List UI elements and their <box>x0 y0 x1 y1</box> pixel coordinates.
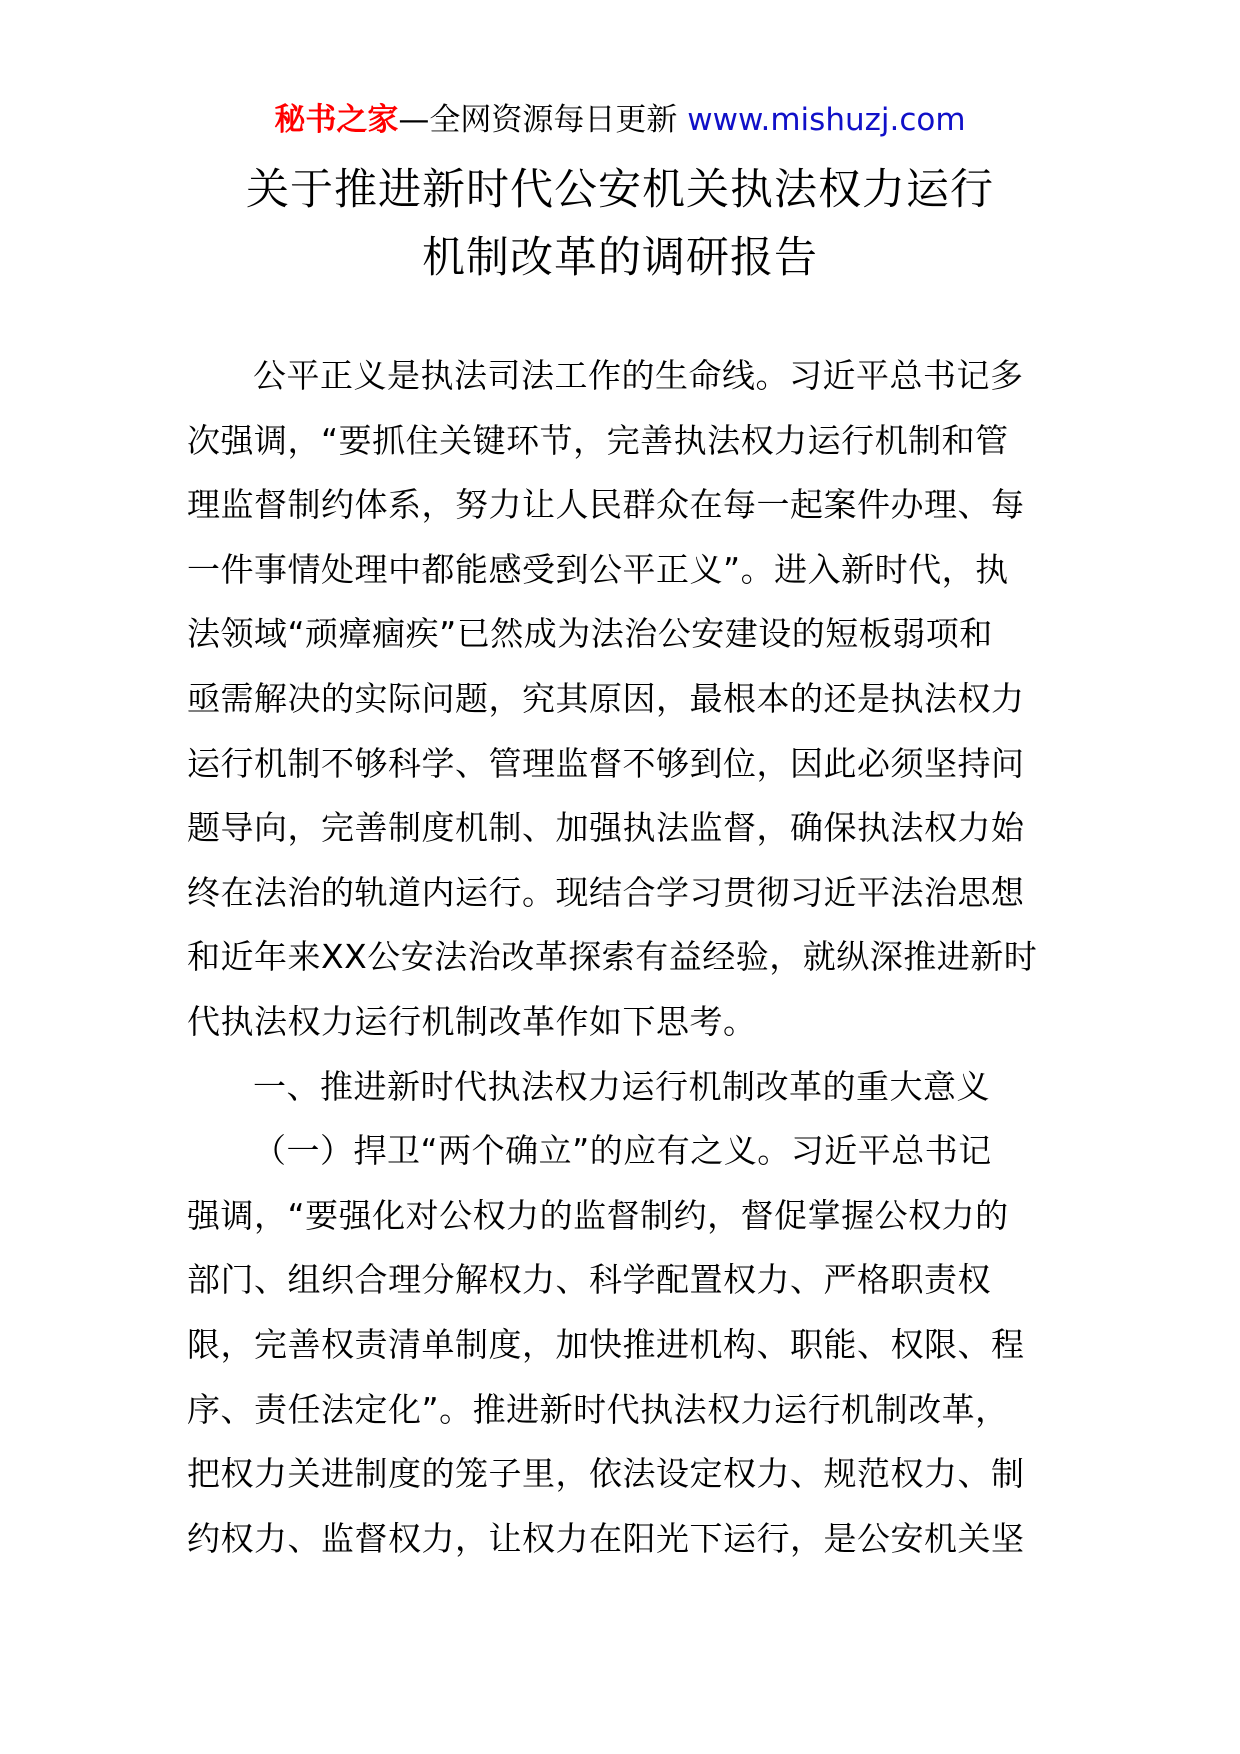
paragraph-line: 法领域“顽瘴痼疾”已然成为法治公安建设的短板弱项和 <box>187 614 993 654</box>
paragraph-line: 终在法治的轨道内运行。现结合学习贯彻习近平法治思想 <box>187 872 1025 912</box>
document-title-line-2: 机制改革的调研报告 <box>422 233 818 283</box>
paragraph-line: 限，完善权责清单制度，加快推进机构、职能、权限、程 <box>187 1324 1025 1364</box>
paragraph-line: 序、责任法定化”。推进新时代执法权力运行机制改革， <box>187 1389 1009 1429</box>
section-heading: 一、推进新时代执法权力运行机制改革的重大意义 <box>253 1066 990 1106</box>
paragraph-line: （一）捍卫“两个确立”的应有之义。习近平总书记 <box>253 1131 992 1171</box>
header-banner <box>0 98 1240 142</box>
document-body <box>187 356 1057 1583</box>
paragraph-line: 次强调，“要抓住关键环节，完善执法权力运行机制和管 <box>187 420 1009 460</box>
paragraph-line: 约权力、监督权力，让权力在阳光下运行，是公安机关坚 <box>187 1518 1025 1558</box>
paragraph-line: 运行机制不够科学、管理监督不够到位，因此必须坚持问 <box>187 743 1025 783</box>
paragraph-line: 和近年来XX公安法治改革探索有益经验，就纵深推进新时 <box>187 937 1038 977</box>
paragraph-line: 亟需解决的实际问题，究其原因，最根本的还是执法权力 <box>187 678 1025 718</box>
brand-name: 秘书之家 <box>274 102 399 138</box>
site-url[interactable]: www.mishuzj.com <box>687 102 966 138</box>
paragraph-line: 题导向，完善制度机制、加强执法监督，确保执法权力始 <box>187 808 1025 848</box>
paragraph-line: 一件事情处理中都能感受到公平正义”。进入新时代，执 <box>187 549 1009 589</box>
paragraph-line: 公平正义是执法司法工作的生命线。习近平总书记多 <box>253 356 1024 395</box>
paragraph-line: 把权力关进制度的笼子里，依法设定权力、规范权力、制 <box>187 1454 1025 1494</box>
paragraph-line: 部门、组织合理分解权力、科学配置权力、严格职责权 <box>187 1260 991 1300</box>
paragraph-line: 代执法权力运行机制改革作如下思考。 <box>187 1001 757 1041</box>
paragraph-line: 强调，“要强化对公权力的监督制约，督促掌握公权力的 <box>187 1195 1009 1235</box>
document-title-line-1: 关于推进新时代公安机关执法权力运行 <box>246 165 994 215</box>
header-slogan: —全网资源每日更新 <box>398 102 688 138</box>
paragraph-line: 理监督制约体系，努力让人民群众在每一起案件办理、每 <box>187 485 1025 525</box>
